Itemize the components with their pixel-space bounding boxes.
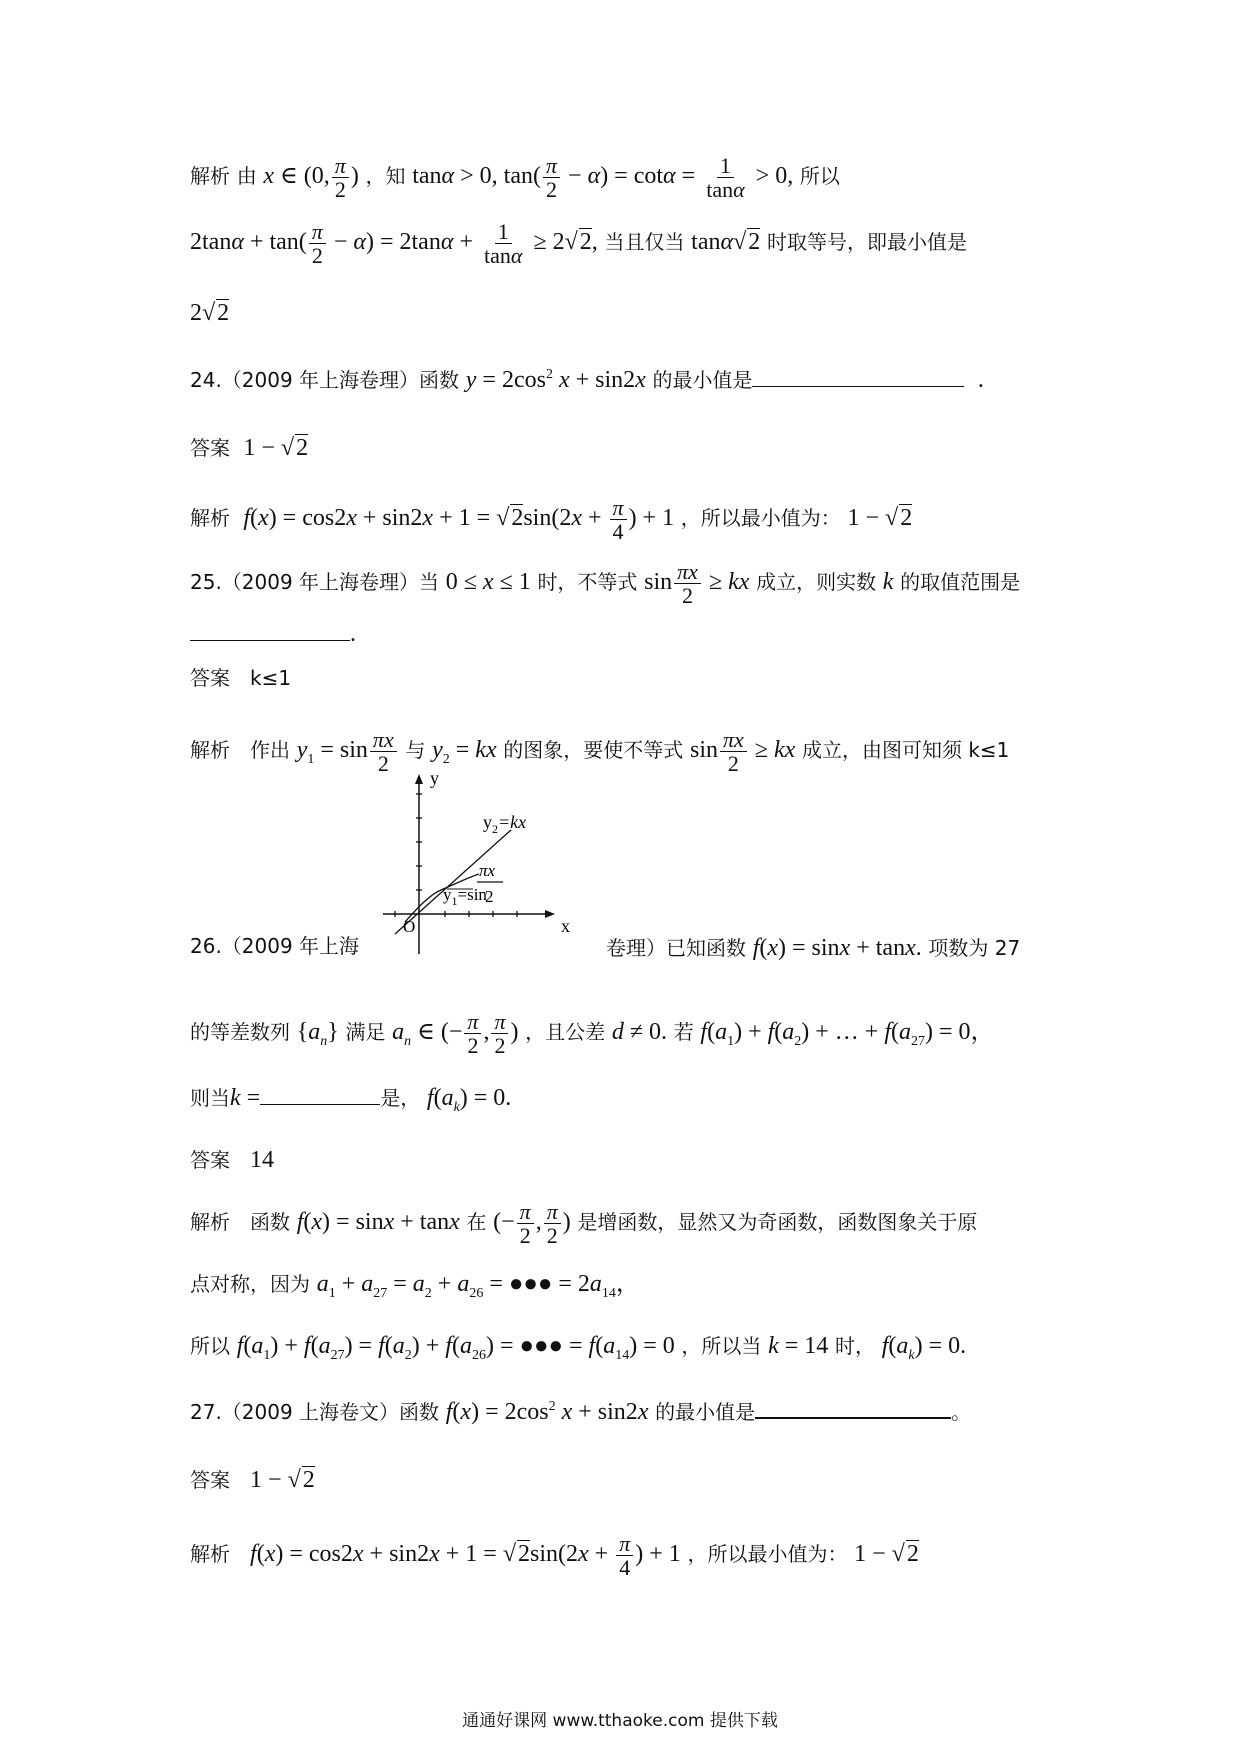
answer-blank-26[interactable]: [260, 1104, 380, 1105]
label-jiexi: 解析: [190, 164, 230, 189]
solution-27: 解析 f(x) = cos2x + sin2x + 1 = √2sin(2x + $\frac{\pi}{4}$ ) + 1 ，所以最小值为： 1 − √2: [190, 1531, 919, 1581]
answer-blank-24[interactable]: [752, 386, 964, 387]
answer-blank-25[interactable]: [190, 640, 350, 641]
answer-25: 答案 k≤1: [190, 666, 292, 690]
graph-figure: [375, 772, 595, 962]
solution-23-line3: 2√2: [190, 300, 230, 326]
question-25: 25.（2009 年上海卷理）当 0 ≤ x ≤ 1 时，不等式 sin $\frac{\pi x}{2}$ ≥ kx 成立，则实数 k 的取值范围是: [190, 559, 1021, 609]
solution-26-line3: 所以 $f(a_1) + f(a_{27}) = f(a_2) + f(a_{26})$ = ●●● = $f(a_{14}) = 0$ ，所以当 k = 14 时， $f(a_k) = 0$.: [190, 1333, 967, 1363]
page-footer: 通通好课网 www.tthaoke.com 提供下载: [462, 1711, 778, 1731]
curve-label: $y_1=\sin$: [443, 885, 487, 908]
solution-23-line2: 2tanα + tan( $\frac{\pi}{2}$ − α) = 2tanα + $\frac{1}{\tan\alpha}$ ≥ 2√2, 当且仅当 tanα√2 时取等号，即最小值是: [190, 219, 967, 269]
solution-23-line1: 解析 由 x ∈ (0, $\frac{\pi}{2}$ ) ，知 tanα > 0, tan( $\frac{\pi}{2}$ − α) = cotα = $\frac{1}{\tan\alpha}$ > 0, 所以: [190, 153, 840, 203]
solution-24: 解析 f(x) = cos2x + sin2x + 1 = √2sin(2x + $\frac{\pi}{4}$ ) + 1 ，所以最小值为： 1 − √2: [190, 495, 913, 545]
question-26-line3: 则当k = 是， $f(a_k) = 0$.: [190, 1085, 512, 1115]
answer-24: 答案 1 − √2: [190, 435, 309, 461]
y-axis-label: y: [430, 772, 439, 788]
origin-label: O: [403, 917, 416, 936]
answer-blank-27[interactable]: [755, 1417, 951, 1419]
question-24: 24.（2009 年上海卷理）函数 $y = 2\cos^2$ x + sin2x 的最小值是 .: [190, 367, 984, 393]
solution-26-line1: 解析 函数 f(x) = sinx + tanx 在 (− $\frac{\pi}{2}$ , $\frac{\pi}{2}$ ) 是增函数，显然又为奇函数，函数图象关于原: [190, 1199, 978, 1249]
answer-26: 答案 14: [190, 1147, 275, 1173]
question-26-line2: 的等差数列 $\{a_n\}$ 满足 $a_n$ ∈ (− $\frac{\pi}{2}$ , $\frac{\pi}{2}$ ) ，且公差 d ≠ 0. 若 $f(a_1) + f(a_2)$ + … + $f(a_{27}) = 0$，: [190, 1009, 995, 1059]
solution-26-line2: 点对称，因为 $a_1 + a_{27} = a_2 + a_{26}$ = ●●● = $2a_{14}$，: [190, 1271, 640, 1301]
x-axis-label: x: [561, 916, 570, 936]
curve-label-num: πx: [479, 861, 496, 880]
question-26-line1b: 卷理）已知函数 f(x) = sinx + tanx. 项数为 27: [606, 935, 1021, 961]
x-axis-arrow: [545, 910, 555, 918]
y-axis-arrow: [415, 774, 423, 784]
answer-27: 答案 1 − √2: [190, 1467, 315, 1493]
solution-25: 解析 作出 $y_1 = \sin$ $\frac{\pi x}{2}$ 与 $y_2$ = kx 的图象，要使不等式 sin $\frac{\pi x}{2}$ ≥ kx 成立，由图可知须 k≤1: [190, 727, 1010, 777]
question-25-blank: .: [190, 622, 356, 646]
question-26-line1: 26.（2009 年上海: [190, 934, 360, 958]
question-27: 27.（2009 上海卷文）函数 $f(x) = 2\cos^2$ x + sin2x 的最小值是 。: [190, 1399, 972, 1425]
curve-label-den: 2: [485, 887, 494, 906]
line-label: $y_2=kx$: [483, 812, 527, 836]
